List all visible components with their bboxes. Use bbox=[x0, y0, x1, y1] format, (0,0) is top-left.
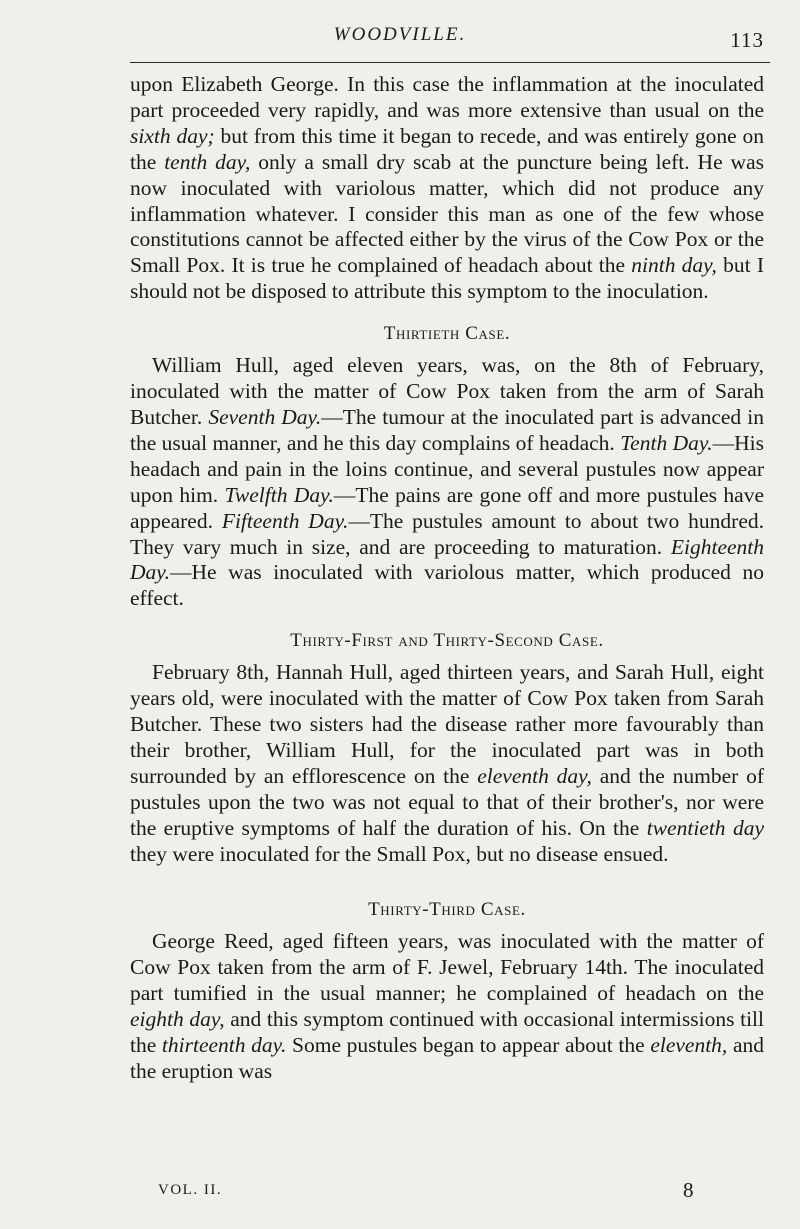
case-heading-thirty-third: Thirty-Third Case. bbox=[368, 899, 526, 921]
paragraph-thirty-first-second-case: February 8th, Hannah Hull, aged thirteen years, and Sarah Hull, eight years old, were inoculated with the matter of Cow Pox taken from Sarah Butcher. These two sisters had the disease rather more favourably than their brother, William Hull, for the inoculated part was in both surrounded by an efflorescence on the eleventh day, and the number of pustules upon the two was not equal to that of their brother's, nor were the eruptive symptoms of half the duration of his. On the twentieth day they were inoculated for the Small Pox, but no disease ensued. bbox=[130, 660, 765, 866]
italic-phrase: thirteenth day. bbox=[161, 1033, 287, 1058]
italic-phrase: Twelfth Day. bbox=[224, 482, 334, 507]
italic-phrase: Seventh Day. bbox=[208, 404, 322, 429]
italic-phrase: twentieth day bbox=[646, 815, 765, 840]
italic-phrase: eighth day, bbox=[130, 1007, 225, 1032]
paragraph-thirtieth-case: William Hull, aged eleven years, was, on the 8th of February, inoculated with the matter of Cow Pox taken from the arm of Sarah Butcher. Seventh Day.—The tumour at the inoculated part is advanced in the usual manner, and he this day complains of headach. Tenth Day.—His headach and pain in the loins continue, and several pustules now appear upon him. Twelfth Day.—The pains are gone off and more pustules have appeared. Fifteenth Day.—The pustules amount to about two hundred. They vary much in size, and are proceeding to maturation. Eighteenth Day.—He was inoculated with variolous matter, which produced no effect. bbox=[130, 353, 764, 611]
italic-phrase: eleventh, bbox=[650, 1033, 728, 1058]
italic-phrase: Eighteenth Day. bbox=[130, 534, 764, 585]
italic-phrase: sixth day; bbox=[130, 123, 215, 148]
running-head bbox=[0, 24, 800, 54]
italic-phrase: Fifteenth Day. bbox=[221, 508, 349, 533]
running-title: WOODVILLE. bbox=[333, 24, 467, 45]
volume-signature: VOL. II. bbox=[158, 1182, 223, 1198]
italic-phrase: Tenth Day. bbox=[620, 430, 713, 455]
case-heading-thirtieth: Thirtieth Case. bbox=[383, 323, 511, 345]
header-rule bbox=[130, 62, 770, 63]
paragraph-thirty-third-case: George Reed, aged fifteen years, was inoculated with the matter of Cow Pox taken from the arm of F. Jewel, February 14th. The inoculated part tumified in the usual manner; he complained of headach on the eighth day, and this symptom continued with occasional intermissions till the thirteenth day. Some pustules began to appear about the eleventh, and the eruption was bbox=[130, 929, 764, 1083]
page-footer bbox=[0, 1178, 800, 1208]
page-number: 113 bbox=[730, 28, 764, 52]
case-heading-thirty-first-second: Thirty-First and Thirty-Second Case. bbox=[290, 630, 604, 652]
italic-phrase: ninth day, bbox=[631, 253, 717, 278]
sheet-number: 8 bbox=[683, 1178, 694, 1202]
paragraph-continuation: upon Elizabeth George. In this case the inflammation at the inoculated part proceeded very rapidly, and was more extensive than usual on the sixth day; but from this time it began to recede, and was entirely gone on the tenth day, only a small dry scab at the puncture being left. He was now inoculated with variolous matter, which did not produce any inflammation whatever. I consider this man as one of the few whose constitutions cannot be affected either by the virus of the Cow Pox or the Small Pox. It is true he complained of headach about the ninth day, but I should not be disposed to attribute this symptom to the inoculation. bbox=[130, 72, 764, 304]
italic-phrase: tenth day, bbox=[164, 149, 251, 174]
italic-phrase: eleventh day, bbox=[477, 763, 592, 788]
body-text bbox=[130, 72, 764, 1085]
